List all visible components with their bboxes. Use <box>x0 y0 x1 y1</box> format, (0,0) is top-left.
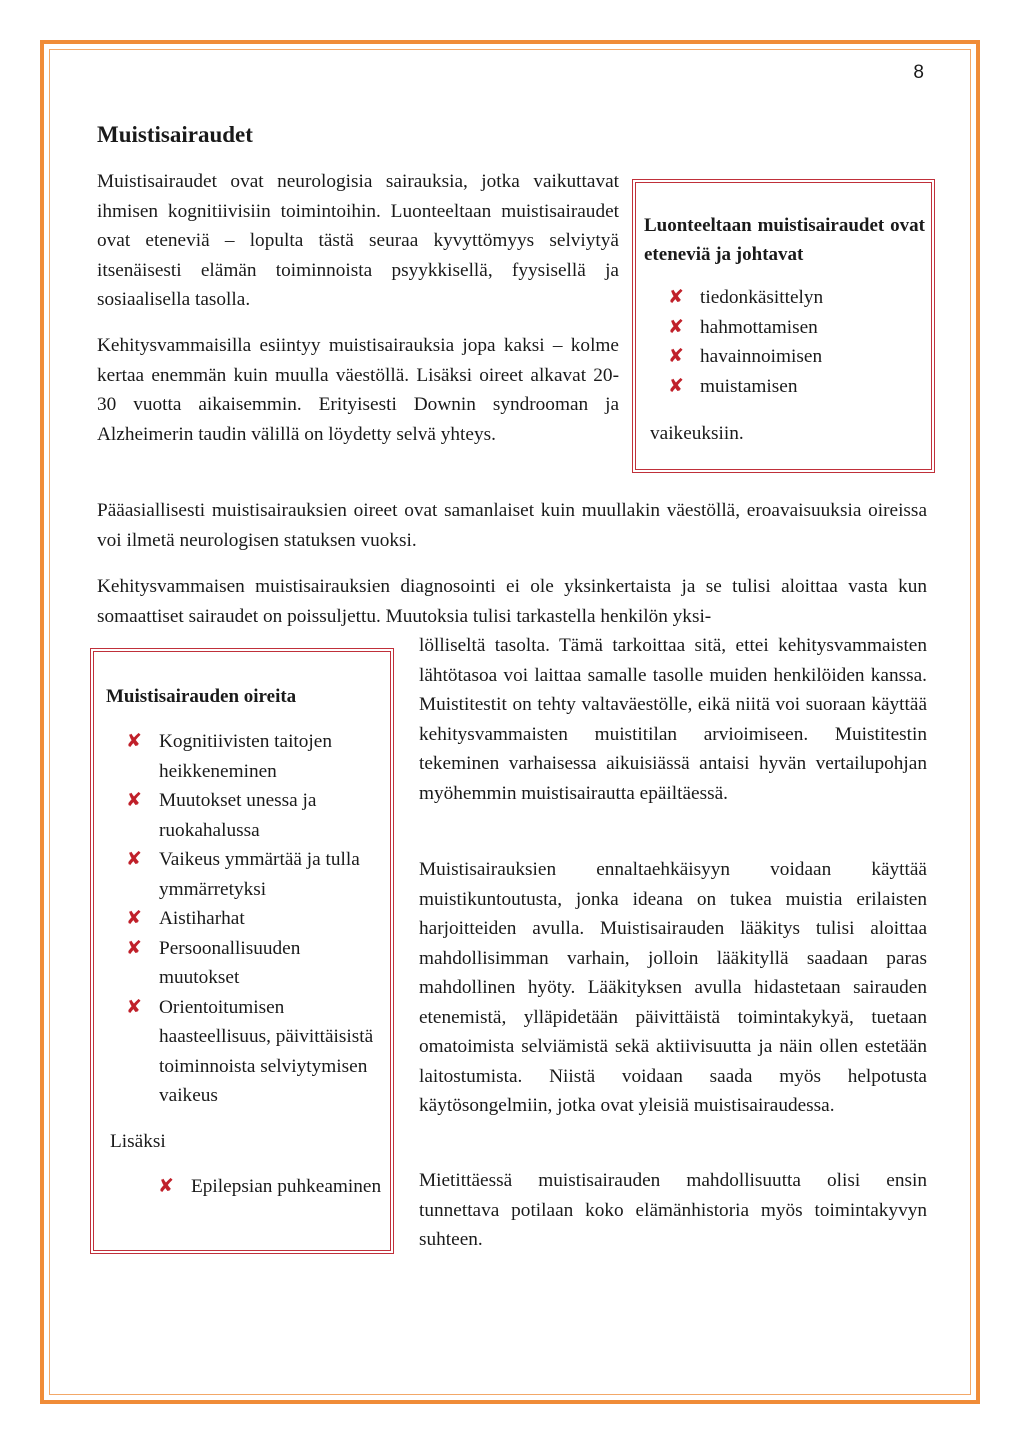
paragraph-history: Mietittäessä muistisairauden mahdollisuutta olisi ensin tunnettava potilaan koko elämänhistoria myös toimintakyvyn suhteen. <box>419 1170 927 1250</box>
list-item: ✘ hahmottamisen <box>668 313 925 343</box>
x-mark-icon: ✘ <box>126 730 142 752</box>
x-mark-icon: ✘ <box>126 907 142 929</box>
page-number: 8 <box>913 62 924 83</box>
paragraph-symptoms: Pääasiallisesti muistisairauksien oireet ovat samanlaiset kuin muullakin väestöllä, eroavaisuuksia oireissa voi ilmetä neurologisen statuksen vuoksi. <box>97 500 927 551</box>
x-mark-icon: ✘ <box>668 374 684 397</box>
x-mark-icon: ✘ <box>668 286 684 308</box>
callout-list <box>668 283 925 401</box>
list-item: ✘ muistamisen <box>668 372 925 402</box>
x-mark-icon: ✘ <box>668 345 684 367</box>
paragraph-prevalence: Kehitysvammaisilla esiintyy muistisairauksia jopa kaksi – kolme kertaa enemmän kuin muulla väestöllä. Lisäksi oireet alkavat 20-30 vuotta aikaisemmin. Erityisesti Downin syndrooman ja Alzheimerin taudin välillä on löydetty selvä yhteys. <box>97 335 619 445</box>
callout-footer: vaikeuksiin. <box>650 423 744 444</box>
sidebar-extra-label: Lisäksi <box>110 1130 166 1152</box>
extra-symptom-list <box>158 1172 382 1202</box>
x-mark-icon: ✘ <box>126 936 142 959</box>
paragraph-diagnosis-cont: lölliseltä tasolta. Tämä tarkoittaa sitä, ettei kehitysvammaisten lähtötasoa voi laittaa samalle tasolle muiden henkilöiden kanssa. Muistitestit on tehty valtaväestölle, eikä niitä voi suoraan käyttää kehitysvammaisten muistitilan arvioimiseen. Muistitestin tekeminen varhaisessa aikuisiässä antaisi hyvän vertailupohjan myöhemmin muistisairautta epäiltäessä. <box>419 635 927 804</box>
list-item: ✘ Epilepsian puhkeaminen <box>158 1172 382 1202</box>
x-mark-icon: ✘ <box>126 848 142 870</box>
sidebar-box-symptoms <box>90 648 394 1254</box>
x-mark-icon: ✘ <box>126 789 142 811</box>
x-mark-icon: ✘ <box>668 315 684 338</box>
paragraph-intro: Muistisairaudet ovat neurologisia sairauksia, jotka vaikuttavat ihmisen kognitiivisiin toimintoihin. Luonteeltaan muistisairaudet ovat eteneviä – lopulta tästä seuraa kyvyttömyys selviytyä itsenäisesti elämän toiminnoista psyykkisellä, fyysisellä ja sosiaalisella tasolla. <box>97 171 619 310</box>
list-item: ✘ Persoonallisuuden muutokset <box>126 934 382 993</box>
list-item: ✘ Muutokset unessa ja ruokahalussa <box>126 786 382 845</box>
list-item: ✘ Kognitiivisten taitojen heikkeneminen <box>126 727 382 786</box>
callout-box-progression <box>632 179 935 473</box>
list-item: ✘ Orientoitumisen haasteellisuus, päivittäisistä toiminnoista selviytymisen vaikeus <box>126 993 382 1111</box>
callout-title: Luonteeltaan muistisairaudet ovat eteneviä ja johtavat <box>644 215 925 265</box>
paragraph-diagnosis-start: Kehitysvammaisen muistisairauksien diagnosointi ei ole yksinkertaista ja se tulisi aloittaa vasta kun somaattiset sairaudet on poissuljettu. Muutoksia tulisi tarkastella henkilön yksi- <box>97 576 927 627</box>
list-item: ✘ Vaikeus ymmärtää ja tulla ymmärretyksi <box>126 845 382 904</box>
section-title: Muistisairaudet <box>97 122 253 147</box>
symptom-list <box>126 727 382 1111</box>
list-item: ✘ havainnoimisen <box>668 342 925 372</box>
paragraph-prevention: Muistisairauksien ennaltaehkäisyyn voidaan käyttää muistikuntoutusta, jonka ideana on tukea muistia erilaisten harjoitteiden avulla. Muistisairauden lääkitys tulisi aloittaa mahdollisimman varhain, jolloin lääkityllä saadaan paras mahdollinen hyöty. Lääkityksen avulla hidastetaan sairauden etenemistä, ylläpidetään päivittäistä toimintakykyä, tuetaan omatoimista selviämistä sekä aktiivisuutta ja näin ollen estetään laitostumista. Niistä voidaan saada myös helpotusta käytösongelmiin, jotka ovat yleisiä muistisairaudessa. <box>419 859 927 1116</box>
list-item: ✘ tiedonkäsittelyn <box>668 283 925 313</box>
sidebar-title: Muistisairauden oireita <box>106 686 297 707</box>
x-mark-icon: ✘ <box>126 995 142 1018</box>
list-item: ✘ Aistiharhat <box>126 904 382 934</box>
x-mark-icon: ✘ <box>158 1174 174 1197</box>
